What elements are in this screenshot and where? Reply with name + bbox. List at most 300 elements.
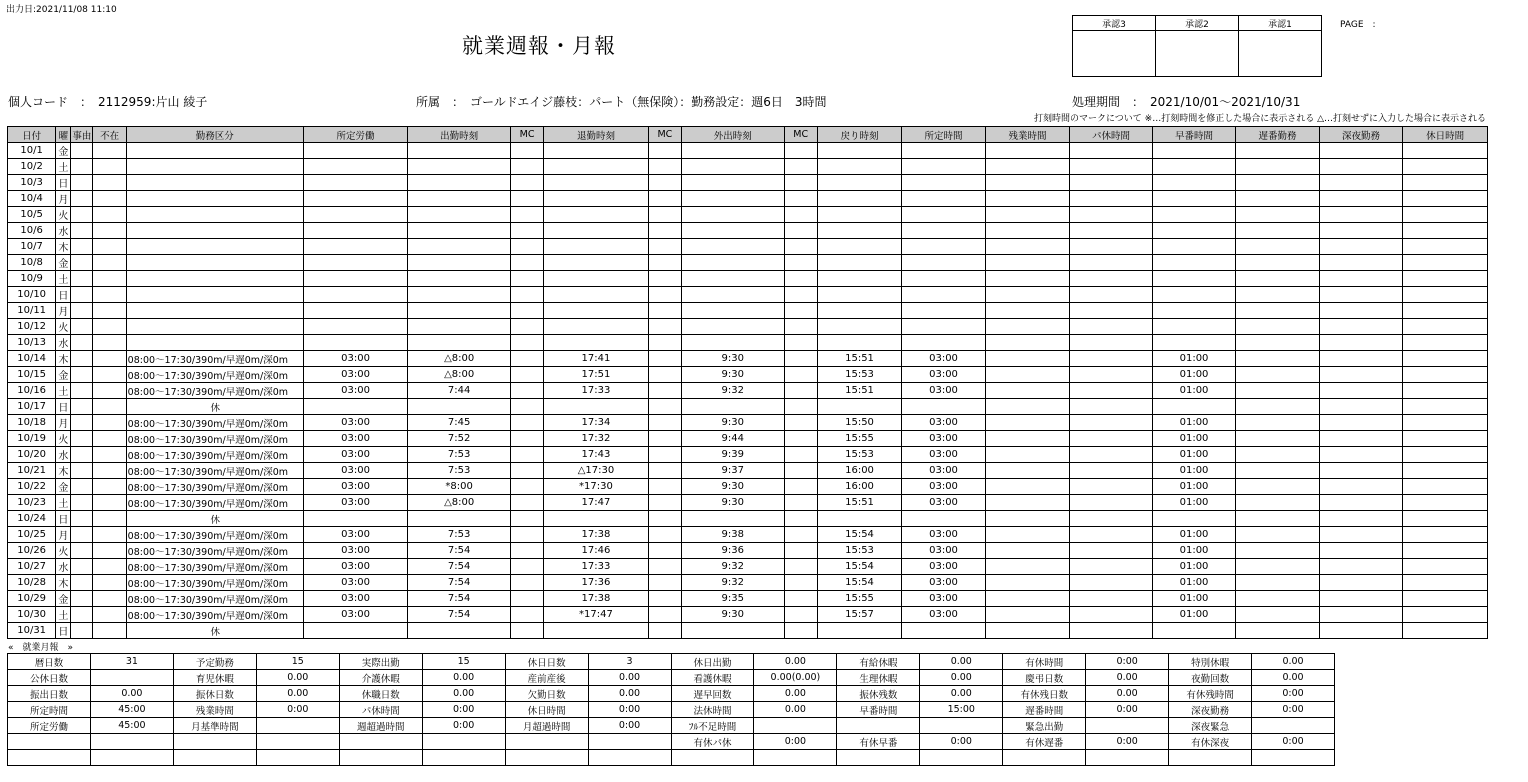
summary-value: 0:00 — [1252, 702, 1335, 718]
table-cell: 7:54 — [408, 575, 511, 591]
personal-code: 個人コード ： 2112959:片山 綾子 — [8, 95, 208, 109]
table-cell — [648, 191, 681, 207]
table-cell: 9:30 — [681, 351, 784, 367]
table-cell — [1152, 159, 1236, 175]
table-cell — [303, 191, 408, 207]
table-cell: 03:00 — [303, 479, 408, 495]
summary-value: 0:00 — [1086, 654, 1169, 670]
table-cell — [784, 447, 817, 463]
table-cell — [510, 319, 543, 335]
summary-label: 有休残時間 — [1169, 686, 1252, 702]
table-cell: 9:38 — [681, 527, 784, 543]
table-cell: 01:00 — [1152, 415, 1236, 431]
table-cell: 17:38 — [544, 591, 649, 607]
approval-1-label: 承認1 — [1239, 16, 1322, 31]
table-cell — [1319, 287, 1403, 303]
summary-label: 特別休暇 — [1169, 654, 1252, 670]
table-cell — [1070, 223, 1153, 239]
table-cell — [1319, 591, 1403, 607]
table-cell — [303, 511, 408, 527]
table-cell — [1319, 351, 1403, 367]
table-cell — [1070, 575, 1153, 591]
table-cell — [902, 223, 986, 239]
table-cell — [544, 623, 649, 639]
summary-value: 0:00 — [422, 718, 505, 734]
table-cell: 17:43 — [544, 447, 649, 463]
summary-value — [1086, 750, 1169, 766]
table-cell: 水 — [56, 223, 71, 239]
table-cell — [1152, 223, 1236, 239]
table-cell — [93, 463, 126, 479]
table-cell: 01:00 — [1152, 351, 1236, 367]
table-cell — [1403, 527, 1488, 543]
table-cell — [1319, 495, 1403, 511]
table-cell: 01:00 — [1152, 447, 1236, 463]
table-cell: 03:00 — [902, 607, 986, 623]
table-cell — [126, 207, 303, 223]
table-cell — [1070, 287, 1153, 303]
table-cell: 7:54 — [408, 591, 511, 607]
table-cell: 17:33 — [544, 559, 649, 575]
summary-value: 0:00 — [422, 702, 505, 718]
table-cell — [1319, 479, 1403, 495]
table-cell — [985, 527, 1070, 543]
summary-label — [173, 734, 256, 750]
table-cell — [510, 511, 543, 527]
table-cell: 10/30 — [8, 607, 56, 623]
table-cell — [1403, 383, 1488, 399]
table-cell — [93, 319, 126, 335]
table-cell — [648, 447, 681, 463]
table-cell: 10/23 — [8, 495, 56, 511]
table-cell: 03:00 — [902, 351, 986, 367]
table-cell — [126, 287, 303, 303]
table-cell: 03:00 — [303, 431, 408, 447]
table-cell — [93, 431, 126, 447]
daily-attendance-table — [7, 126, 1488, 639]
table-cell: 土 — [56, 607, 71, 623]
table-cell: 15:53 — [817, 447, 902, 463]
table-cell — [544, 191, 649, 207]
table-cell: *17:47 — [544, 607, 649, 623]
table-cell — [1403, 191, 1488, 207]
table-row — [8, 367, 1488, 383]
table-cell — [648, 351, 681, 367]
table-cell — [985, 287, 1070, 303]
table-cell — [303, 159, 408, 175]
table-cell — [510, 399, 543, 415]
summary-label: 暦日数 — [8, 654, 91, 670]
table-cell — [1319, 511, 1403, 527]
table-cell: 03:00 — [303, 495, 408, 511]
table-cell — [1236, 303, 1320, 319]
table-cell — [408, 191, 511, 207]
table-cell — [985, 559, 1070, 575]
table-cell — [93, 223, 126, 239]
table-cell — [510, 287, 543, 303]
summary-value — [920, 750, 1003, 766]
table-cell: 15:51 — [817, 351, 902, 367]
table-cell: 03:00 — [303, 559, 408, 575]
summary-value: 0.00 — [754, 686, 837, 702]
table-cell — [1152, 207, 1236, 223]
table-cell — [784, 607, 817, 623]
table-cell — [985, 207, 1070, 223]
table-cell — [784, 623, 817, 639]
summary-label: 緊急出勤 — [1003, 718, 1086, 734]
table-cell: 火 — [56, 431, 71, 447]
table-cell — [1070, 511, 1153, 527]
column-header: 早番時間 — [1152, 127, 1236, 143]
table-cell — [1319, 207, 1403, 223]
table-cell — [681, 143, 784, 159]
summary-value: 0:00 — [1252, 686, 1335, 702]
table-cell: 08:00～17:30/390m/早遅0m/深0m — [126, 351, 303, 367]
table-cell — [681, 335, 784, 351]
table-cell: 01:00 — [1152, 575, 1236, 591]
table-cell — [1152, 143, 1236, 159]
table-cell — [408, 399, 511, 415]
processing-period: 処理期間 ： 2021/10/01～2021/10/31 — [1072, 95, 1301, 109]
table-cell — [1070, 367, 1153, 383]
table-cell — [817, 239, 902, 255]
table-cell — [985, 431, 1070, 447]
table-cell — [1403, 479, 1488, 495]
summary-label: 生理休暇 — [837, 670, 920, 686]
table-cell — [510, 447, 543, 463]
table-cell — [71, 479, 93, 495]
table-cell: 休 — [126, 623, 303, 639]
table-cell: 08:00～17:30/390m/早遅0m/深0m — [126, 431, 303, 447]
table-cell — [784, 175, 817, 191]
table-cell — [985, 255, 1070, 271]
table-cell: 10/3 — [8, 175, 56, 191]
summary-value — [90, 734, 173, 750]
table-cell: 15:51 — [817, 383, 902, 399]
table-cell: 01:00 — [1152, 479, 1236, 495]
table-cell: 日 — [56, 511, 71, 527]
table-row — [8, 543, 1488, 559]
table-cell — [648, 143, 681, 159]
table-cell: 08:00～17:30/390m/早遅0m/深0m — [126, 591, 303, 607]
table-row — [8, 287, 1488, 303]
table-cell: 17:38 — [544, 527, 649, 543]
table-cell: 10/7 — [8, 239, 56, 255]
table-cell — [1152, 623, 1236, 639]
table-cell — [93, 543, 126, 559]
table-cell — [681, 159, 784, 175]
table-cell: 金 — [56, 143, 71, 159]
table-cell — [71, 351, 93, 367]
table-cell — [681, 191, 784, 207]
table-cell — [1152, 303, 1236, 319]
table-cell — [784, 143, 817, 159]
summary-value — [754, 718, 837, 734]
summary-label: 遅早回数 — [671, 686, 754, 702]
table-cell — [93, 591, 126, 607]
table-cell: 9:30 — [681, 367, 784, 383]
table-cell: 03:00 — [303, 591, 408, 607]
table-cell: 10/5 — [8, 207, 56, 223]
column-header: MC — [784, 127, 817, 143]
table-cell: 03:00 — [303, 447, 408, 463]
table-cell — [902, 399, 986, 415]
table-cell — [510, 415, 543, 431]
table-cell: 03:00 — [902, 543, 986, 559]
summary-value — [422, 734, 505, 750]
summary-value — [256, 718, 339, 734]
table-row — [8, 175, 1488, 191]
summary-label: 休日日数 — [505, 654, 588, 670]
table-cell — [408, 143, 511, 159]
table-cell — [817, 511, 902, 527]
table-cell — [71, 527, 93, 543]
summary-value: 0:00 — [754, 734, 837, 750]
table-cell — [817, 623, 902, 639]
table-cell: 08:00～17:30/390m/早遅0m/深0m — [126, 527, 303, 543]
table-cell — [303, 399, 408, 415]
table-cell — [71, 175, 93, 191]
summary-value: 0.00 — [1086, 686, 1169, 702]
summary-value — [90, 670, 173, 686]
table-cell — [648, 575, 681, 591]
table-cell — [784, 271, 817, 287]
summary-value: 0.00 — [256, 670, 339, 686]
table-row — [8, 479, 1488, 495]
table-cell — [784, 415, 817, 431]
table-cell — [1236, 511, 1320, 527]
table-cell — [902, 143, 986, 159]
table-cell — [303, 319, 408, 335]
table-row — [8, 335, 1488, 351]
table-cell — [985, 495, 1070, 511]
summary-value: 31 — [90, 654, 173, 670]
table-cell — [126, 175, 303, 191]
table-cell — [1319, 527, 1403, 543]
table-cell: 7:54 — [408, 559, 511, 575]
table-cell — [93, 335, 126, 351]
table-cell — [1403, 623, 1488, 639]
table-cell — [784, 383, 817, 399]
table-cell: 10/24 — [8, 511, 56, 527]
table-cell — [902, 159, 986, 175]
table-cell: 10/29 — [8, 591, 56, 607]
table-cell: 木 — [56, 463, 71, 479]
table-cell — [71, 367, 93, 383]
column-header: パ休時間 — [1070, 127, 1153, 143]
table-cell — [985, 479, 1070, 495]
summary-label: 深夜緊急 — [1169, 718, 1252, 734]
table-cell: 08:00～17:30/390m/早遅0m/深0m — [126, 463, 303, 479]
table-cell — [648, 303, 681, 319]
table-cell: 16:00 — [817, 479, 902, 495]
table-cell: 木 — [56, 575, 71, 591]
table-cell — [126, 223, 303, 239]
table-cell — [93, 479, 126, 495]
table-cell — [784, 255, 817, 271]
table-cell: 15:54 — [817, 559, 902, 575]
affiliation: 所属 ： ゴールドエイジ藤枝：パート（無保険）：勤務設定：週6日 3時間 — [416, 95, 827, 109]
table-cell: 03:00 — [303, 383, 408, 399]
table-cell: 01:00 — [1152, 607, 1236, 623]
table-cell — [1070, 207, 1153, 223]
table-cell — [985, 351, 1070, 367]
table-cell — [408, 255, 511, 271]
table-cell: 休 — [126, 511, 303, 527]
column-header: 所定時間 — [902, 127, 986, 143]
table-cell — [1070, 495, 1153, 511]
table-cell — [1070, 463, 1153, 479]
summary-label: 振出日数 — [8, 686, 91, 702]
table-cell — [1403, 543, 1488, 559]
table-cell — [303, 223, 408, 239]
table-cell: 9:30 — [681, 607, 784, 623]
table-cell — [510, 223, 543, 239]
table-cell: 17:46 — [544, 543, 649, 559]
table-cell — [648, 607, 681, 623]
table-cell — [817, 287, 902, 303]
table-cell — [1319, 623, 1403, 639]
table-cell — [985, 271, 1070, 287]
summary-value: 0.00 — [422, 686, 505, 702]
summary-label: 有休早番 — [837, 734, 920, 750]
summary-value: 15:00 — [920, 702, 1003, 718]
table-cell — [1236, 591, 1320, 607]
summary-value: 0:00 — [588, 718, 671, 734]
table-cell — [1236, 479, 1320, 495]
table-cell — [1236, 399, 1320, 415]
table-cell — [544, 159, 649, 175]
summary-value: 0:00 — [256, 702, 339, 718]
table-cell — [71, 287, 93, 303]
table-cell — [303, 271, 408, 287]
table-cell — [71, 559, 93, 575]
table-cell: 03:00 — [303, 575, 408, 591]
table-cell: 15:50 — [817, 415, 902, 431]
table-cell — [71, 607, 93, 623]
table-cell: 03:00 — [902, 383, 986, 399]
table-cell — [93, 559, 126, 575]
table-cell — [1070, 431, 1153, 447]
table-cell — [784, 463, 817, 479]
table-cell — [1152, 399, 1236, 415]
table-cell — [303, 207, 408, 223]
summary-label: 有休深夜 — [1169, 734, 1252, 750]
table-cell — [1236, 623, 1320, 639]
table-cell — [784, 399, 817, 415]
table-cell — [71, 255, 93, 271]
summary-label: 産前産後 — [505, 670, 588, 686]
table-cell — [1236, 223, 1320, 239]
column-header: 曜 — [56, 127, 71, 143]
table-cell — [510, 543, 543, 559]
table-cell: 7:54 — [408, 607, 511, 623]
output-date: 出力日:2021/11/08 11:10 — [6, 5, 117, 15]
summary-label: パ休時間 — [339, 702, 422, 718]
table-cell — [1236, 447, 1320, 463]
table-cell: 7:53 — [408, 463, 511, 479]
table-cell — [1236, 367, 1320, 383]
table-cell — [784, 191, 817, 207]
table-cell: 03:00 — [902, 559, 986, 575]
table-cell: 17:41 — [544, 351, 649, 367]
table-cell — [510, 175, 543, 191]
table-cell — [408, 159, 511, 175]
table-cell — [510, 207, 543, 223]
table-cell — [1403, 447, 1488, 463]
summary-label: 育児休暇 — [173, 670, 256, 686]
table-cell — [985, 191, 1070, 207]
summary-row — [8, 686, 1335, 702]
table-cell — [544, 399, 649, 415]
table-cell — [648, 399, 681, 415]
table-cell — [408, 335, 511, 351]
table-cell — [817, 319, 902, 335]
table-cell: 9:32 — [681, 559, 784, 575]
table-cell — [784, 335, 817, 351]
table-cell — [985, 463, 1070, 479]
table-cell: 7:45 — [408, 415, 511, 431]
approval-2-stamp — [1156, 31, 1239, 77]
table-cell — [71, 591, 93, 607]
table-cell — [303, 335, 408, 351]
table-cell — [1319, 255, 1403, 271]
summary-value — [1252, 718, 1335, 734]
table-cell: 木 — [56, 351, 71, 367]
table-cell: 15:54 — [817, 527, 902, 543]
table-cell — [648, 255, 681, 271]
summary-label: 深夜勤務 — [1169, 702, 1252, 718]
table-cell — [817, 159, 902, 175]
table-cell — [1319, 367, 1403, 383]
table-cell — [1152, 319, 1236, 335]
summary-row — [8, 670, 1335, 686]
table-cell — [544, 335, 649, 351]
table-cell: 9:30 — [681, 495, 784, 511]
table-cell — [1319, 463, 1403, 479]
table-cell: 10/21 — [8, 463, 56, 479]
table-cell: 7:52 — [408, 431, 511, 447]
table-cell — [985, 543, 1070, 559]
table-cell: 火 — [56, 207, 71, 223]
table-row — [8, 559, 1488, 575]
summary-label — [339, 750, 422, 766]
table-cell: 9:44 — [681, 431, 784, 447]
table-cell — [544, 239, 649, 255]
table-cell — [93, 255, 126, 271]
table-cell — [817, 271, 902, 287]
table-cell — [71, 623, 93, 639]
table-cell — [71, 543, 93, 559]
table-cell — [1236, 463, 1320, 479]
table-cell: △8:00 — [408, 351, 511, 367]
summary-value — [1086, 718, 1169, 734]
table-cell — [1403, 431, 1488, 447]
summary-label: 振休日数 — [173, 686, 256, 702]
table-cell — [408, 207, 511, 223]
table-cell — [126, 191, 303, 207]
summary-value: 0:00 — [1252, 734, 1335, 750]
table-row — [8, 351, 1488, 367]
table-cell — [93, 207, 126, 223]
table-cell — [1319, 447, 1403, 463]
table-row — [8, 303, 1488, 319]
table-cell — [126, 159, 303, 175]
table-cell — [510, 239, 543, 255]
table-cell: 9:39 — [681, 447, 784, 463]
summary-value: 0:00 — [1086, 702, 1169, 718]
table-cell — [408, 511, 511, 527]
